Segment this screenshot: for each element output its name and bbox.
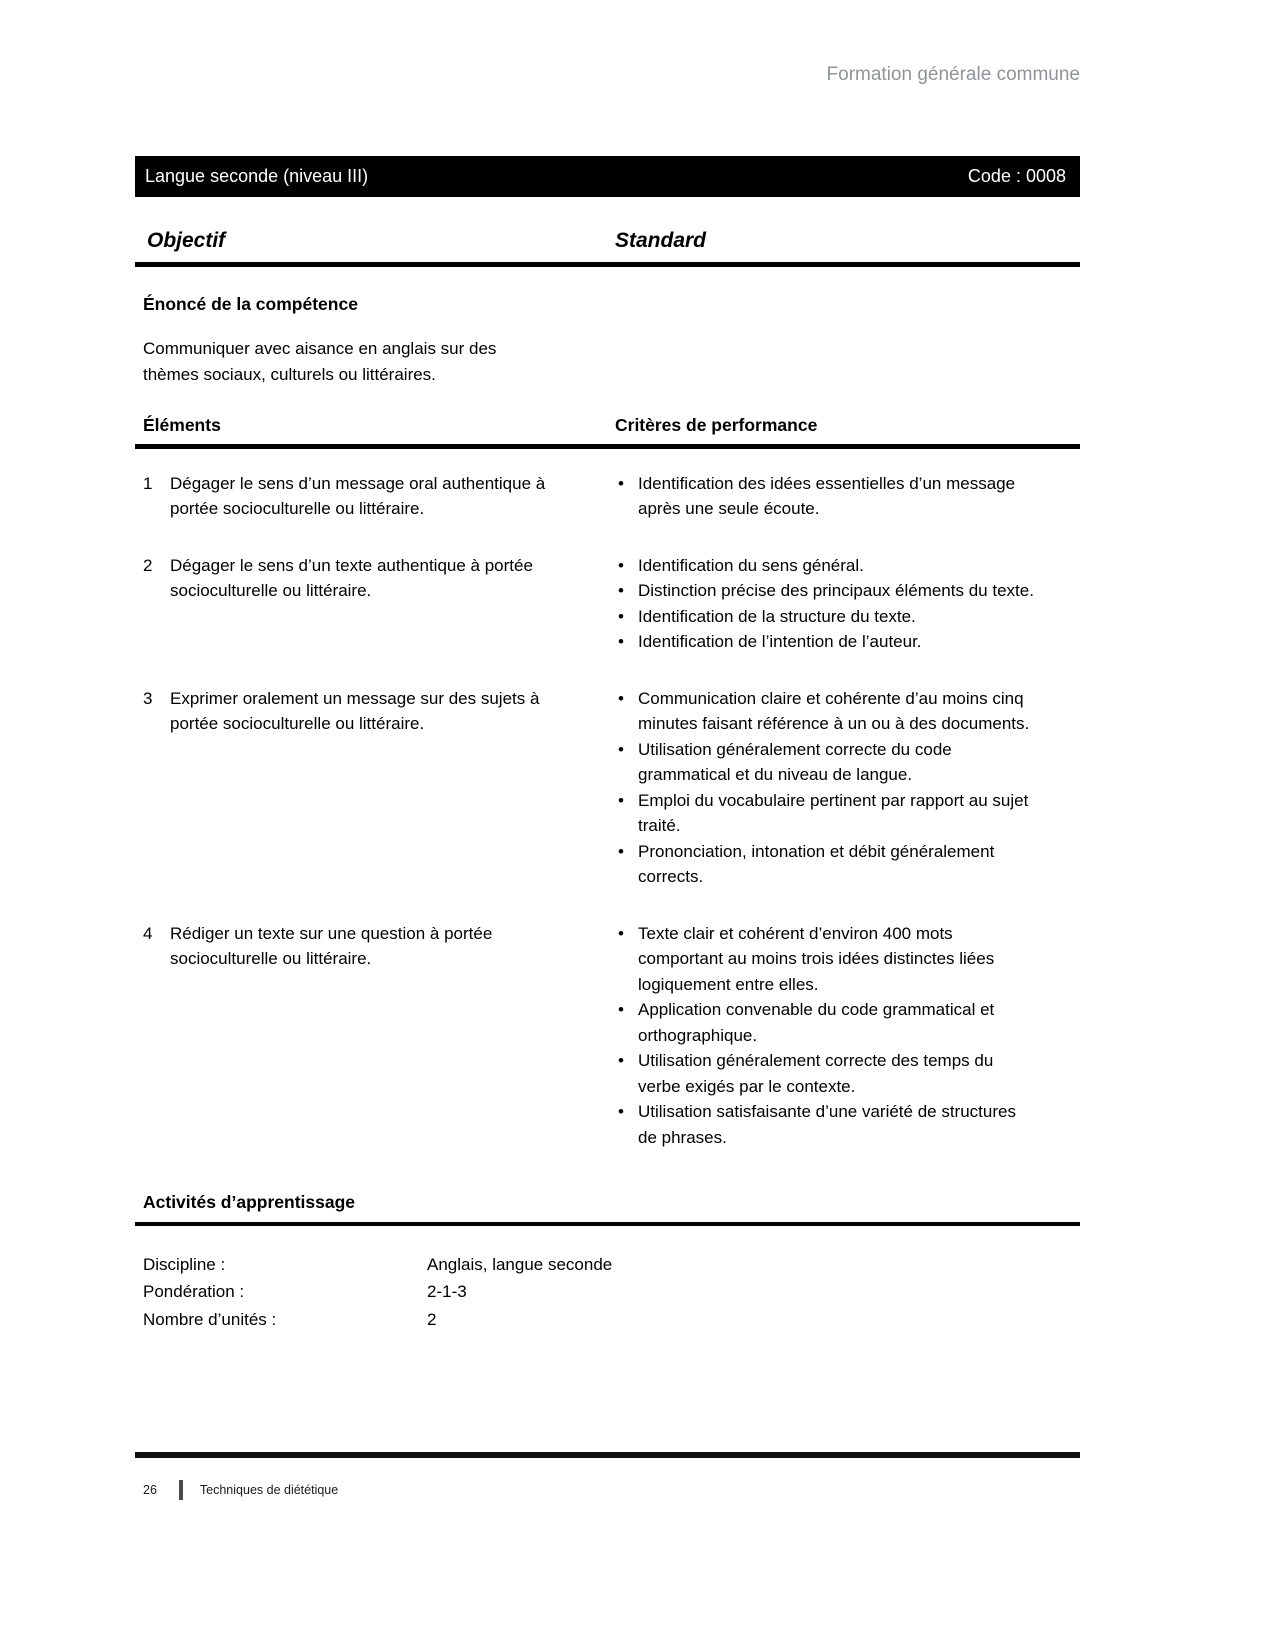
ponderation-value: 2-1-3 <box>427 1282 467 1302</box>
element-cell <box>135 471 615 522</box>
activities-heading: Activités d’apprentissage <box>135 1192 1080 1226</box>
criteria-item: • Utilisation généralement correcte du code grammatical et du niveau de langue. <box>618 737 1038 788</box>
footer-rule <box>135 1452 1080 1458</box>
field-row <box>135 1306 1080 1333</box>
element-text: Dégager le sens d’un message oral authentique à portée socioculturelle ou littéraire. <box>170 473 546 519</box>
running-header: Formation générale commune <box>826 64 1080 85</box>
criteria-item: • Identification du sens général. <box>618 553 1038 579</box>
competency-row <box>135 553 1080 655</box>
criteria-item: • Texte clair et cohérent d’environ 400 mots comportant au moins trois idées distinctes liées logiquement entre elles. <box>618 921 1038 998</box>
criteria-list <box>615 471 1080 522</box>
discipline-label: Discipline : <box>143 1255 226 1275</box>
element-number: 2 <box>143 555 153 575</box>
element-cell <box>135 553 615 655</box>
activities-fields <box>135 1251 1080 1333</box>
criteria-table-header <box>135 415 1080 449</box>
criteria-item: • Application convenable du code grammatical et orthographique. <box>618 997 1038 1048</box>
criteria-item: • Communication claire et cohérente d’au moins cinq minutes faisant référence à un ou à des documents. <box>618 686 1038 737</box>
criteria-table-body <box>135 471 1080 1151</box>
competency-row <box>135 471 1080 522</box>
element-number: 3 <box>143 688 153 708</box>
discipline-value: Anglais, langue seconde <box>427 1255 613 1275</box>
title-bar <box>135 156 1080 197</box>
criteria-item: • Identification de l’intention de l’auteur. <box>618 629 1038 655</box>
competency-row <box>135 921 1080 1151</box>
course-code: Code : 0008 <box>967 166 1066 186</box>
element-cell <box>135 921 615 1151</box>
standard-heading: Standard <box>615 229 707 252</box>
element-cell <box>135 686 615 890</box>
field-row <box>135 1278 1080 1305</box>
ponderation-label: Pondération : <box>143 1282 245 1302</box>
competence-statement: Communiquer avec aisance en anglais sur des thèmes sociaux, culturels ou littéraires. <box>143 339 497 385</box>
objectif-heading: Objectif <box>147 229 226 252</box>
unites-label: Nombre d’unités : <box>143 1309 277 1329</box>
elements-heading: Éléments <box>143 414 221 435</box>
criteria-list <box>615 553 1080 655</box>
footer-divider <box>179 1480 183 1500</box>
criteria-item: • Identification des idées essentielles d’un message après une seule écoute. <box>618 471 1038 522</box>
criteria-item: • Distinction précise des principaux éléments du texte. <box>618 578 1038 604</box>
competency-row <box>135 686 1080 890</box>
field-row <box>135 1251 1080 1278</box>
page-number: 26 <box>143 1483 157 1497</box>
course-title: Langue seconde (niveau III) <box>145 166 369 186</box>
program-name: Techniques de diététique <box>199 1483 339 1497</box>
page-footer <box>143 1480 338 1500</box>
column-headings <box>135 229 1080 267</box>
criteria-list <box>615 686 1080 890</box>
unites-value: 2 <box>427 1309 437 1329</box>
criteria-list <box>615 921 1080 1151</box>
element-text: Rédiger un texte sur une question à portée socioculturelle ou littéraire. <box>170 923 493 969</box>
criteria-item: • Utilisation satisfaisante d’une variété de structures de phrases. <box>618 1099 1038 1150</box>
element-text: Exprimer oralement un message sur des sujets à portée socioculturelle ou littéraire. <box>170 688 540 734</box>
criteria-item: • Utilisation généralement correcte des temps du verbe exigés par le contexte. <box>618 1048 1038 1099</box>
element-number: 4 <box>143 923 153 943</box>
criteria-item: • Emploi du vocabulaire pertinent par rapport au sujet traité. <box>618 788 1038 839</box>
element-text: Dégager le sens d’un texte authentique à portée socioculturelle ou littéraire. <box>170 555 533 601</box>
element-number: 1 <box>143 473 153 493</box>
competence-heading: Énoncé de la compétence <box>143 294 358 314</box>
performance-criteria-heading: Critères de performance <box>615 414 818 435</box>
criteria-item: • Prononciation, intonation et débit généralement corrects. <box>618 839 1038 890</box>
criteria-item: • Identification de la structure du texte. <box>618 604 1038 630</box>
